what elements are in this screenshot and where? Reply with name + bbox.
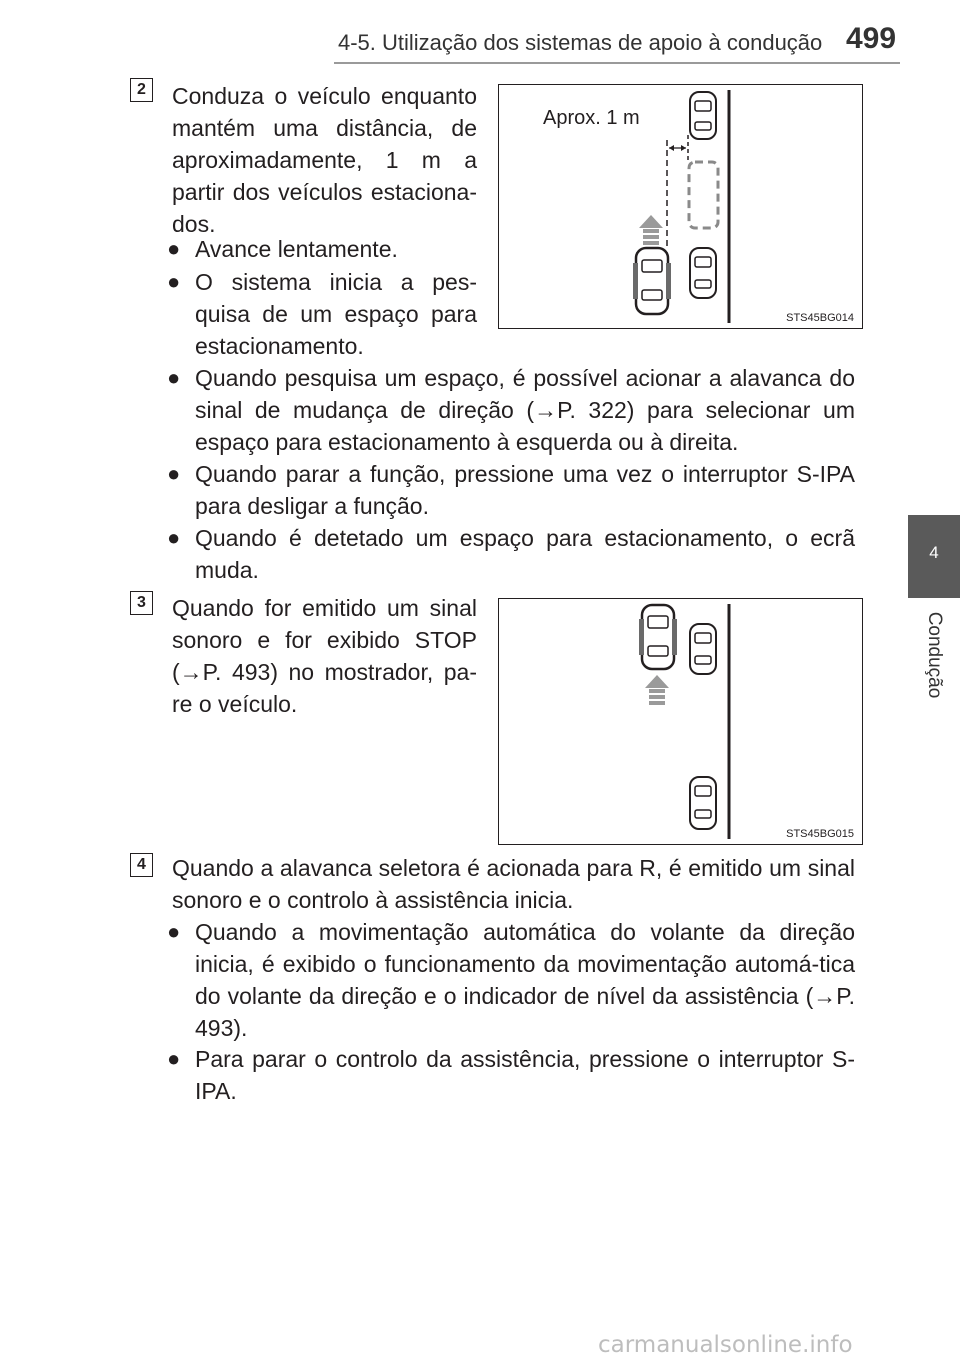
parked-car-icon — [690, 777, 716, 829]
figure-code: STS45BG014 — [786, 312, 854, 324]
bullet-text: Quando pesquisa um espaço, é possível acionar a alavanca do sinal de mudança de direção (→P. 322) para selecionar um espaço para estacionamento à esquerda ou à direita. — [195, 365, 855, 455]
step-number-2: 2 — [130, 78, 153, 102]
direction-arrow-icon — [639, 215, 663, 245]
step-number-4: 4 — [130, 853, 153, 877]
step-4-bullet-stop-assist — [167, 1043, 855, 1107]
chapter-label: Condução — [924, 611, 945, 699]
bullet-icon: ● — [167, 365, 181, 390]
bullet-icon: ● — [167, 919, 181, 944]
bullet-text: Para parar o controlo da assistência, pressione o interruptor S-IPA. — [195, 1046, 855, 1104]
page-number: 499 — [846, 22, 897, 55]
bullet-icon: ● — [167, 525, 181, 550]
stop-vehicle-illustration — [499, 599, 861, 843]
step-2-bullet-detected — [167, 522, 855, 586]
bullet-icon: ● — [167, 1046, 181, 1071]
chapter-number: 4 — [929, 543, 939, 562]
own-car-icon — [633, 248, 671, 314]
figure-stop-vehicle — [498, 598, 863, 845]
bullet-icon: ● — [167, 461, 181, 486]
parking-space-icon — [689, 162, 718, 228]
figure-parking-search — [498, 84, 863, 329]
own-car-icon — [639, 605, 677, 669]
figure-code: STS45BG015 — [786, 828, 854, 840]
bullet-text: Quando parar a função, pressione uma vez o interruptor S-IPA para desligar a função. — [195, 461, 855, 519]
step-2-bullet-stop — [167, 458, 855, 522]
step-4-paragraph: Quando a alavanca seletora é acionada para R, é emitido um sinal sonoro e o controlo à assistência inicia. — [172, 855, 855, 913]
parked-car-icon — [690, 92, 716, 139]
section-title: 4-5. Utilização dos sistemas de apoio à condução — [338, 30, 823, 55]
distance-label: Aprox. 1 m — [543, 107, 640, 129]
bullet-icon: ● — [167, 269, 181, 294]
bullet-text: Quando é detetado um espaço para estacionamento, o ecrã muda. — [195, 525, 855, 583]
step-2-paragraph: Conduza o veículo enquanto mantém uma distância, de aproximadamente, 1 m a partir dos veículos estaciona-dos. — [172, 83, 477, 237]
parked-car-icon — [690, 624, 716, 674]
watermark: carmanualsonline.info — [598, 1332, 853, 1358]
step-3-paragraph: Quando for emitido um sinal sonoro e for exibido STOP (→P. 493) no mostrador, pa-re o veículo. — [172, 595, 477, 717]
step-2-bullet-slow — [167, 233, 477, 265]
bullet-text: O sistema inicia a pes-quisa de um espaço para estacionamento. — [195, 269, 477, 359]
bullet-text: Quando a movimentação automática do volante da direção inicia, é exibido o funcionamento da movimentação automá-tica do volante da direção e o indicador de nível da assistência (→P. 493). — [195, 919, 855, 1041]
step-number-3: 3 — [130, 591, 153, 615]
direction-arrow-icon — [645, 675, 669, 705]
step-2-bullet-signal — [167, 362, 855, 458]
step-4-bullet-steering — [167, 916, 855, 1044]
header-divider — [334, 62, 900, 64]
parked-car-icon — [690, 248, 716, 298]
chapter-tab — [908, 515, 960, 598]
bullet-icon: ● — [167, 236, 181, 261]
bullet-text: Avance lentamente. — [195, 236, 398, 262]
step-2-bullet-search — [167, 266, 477, 362]
